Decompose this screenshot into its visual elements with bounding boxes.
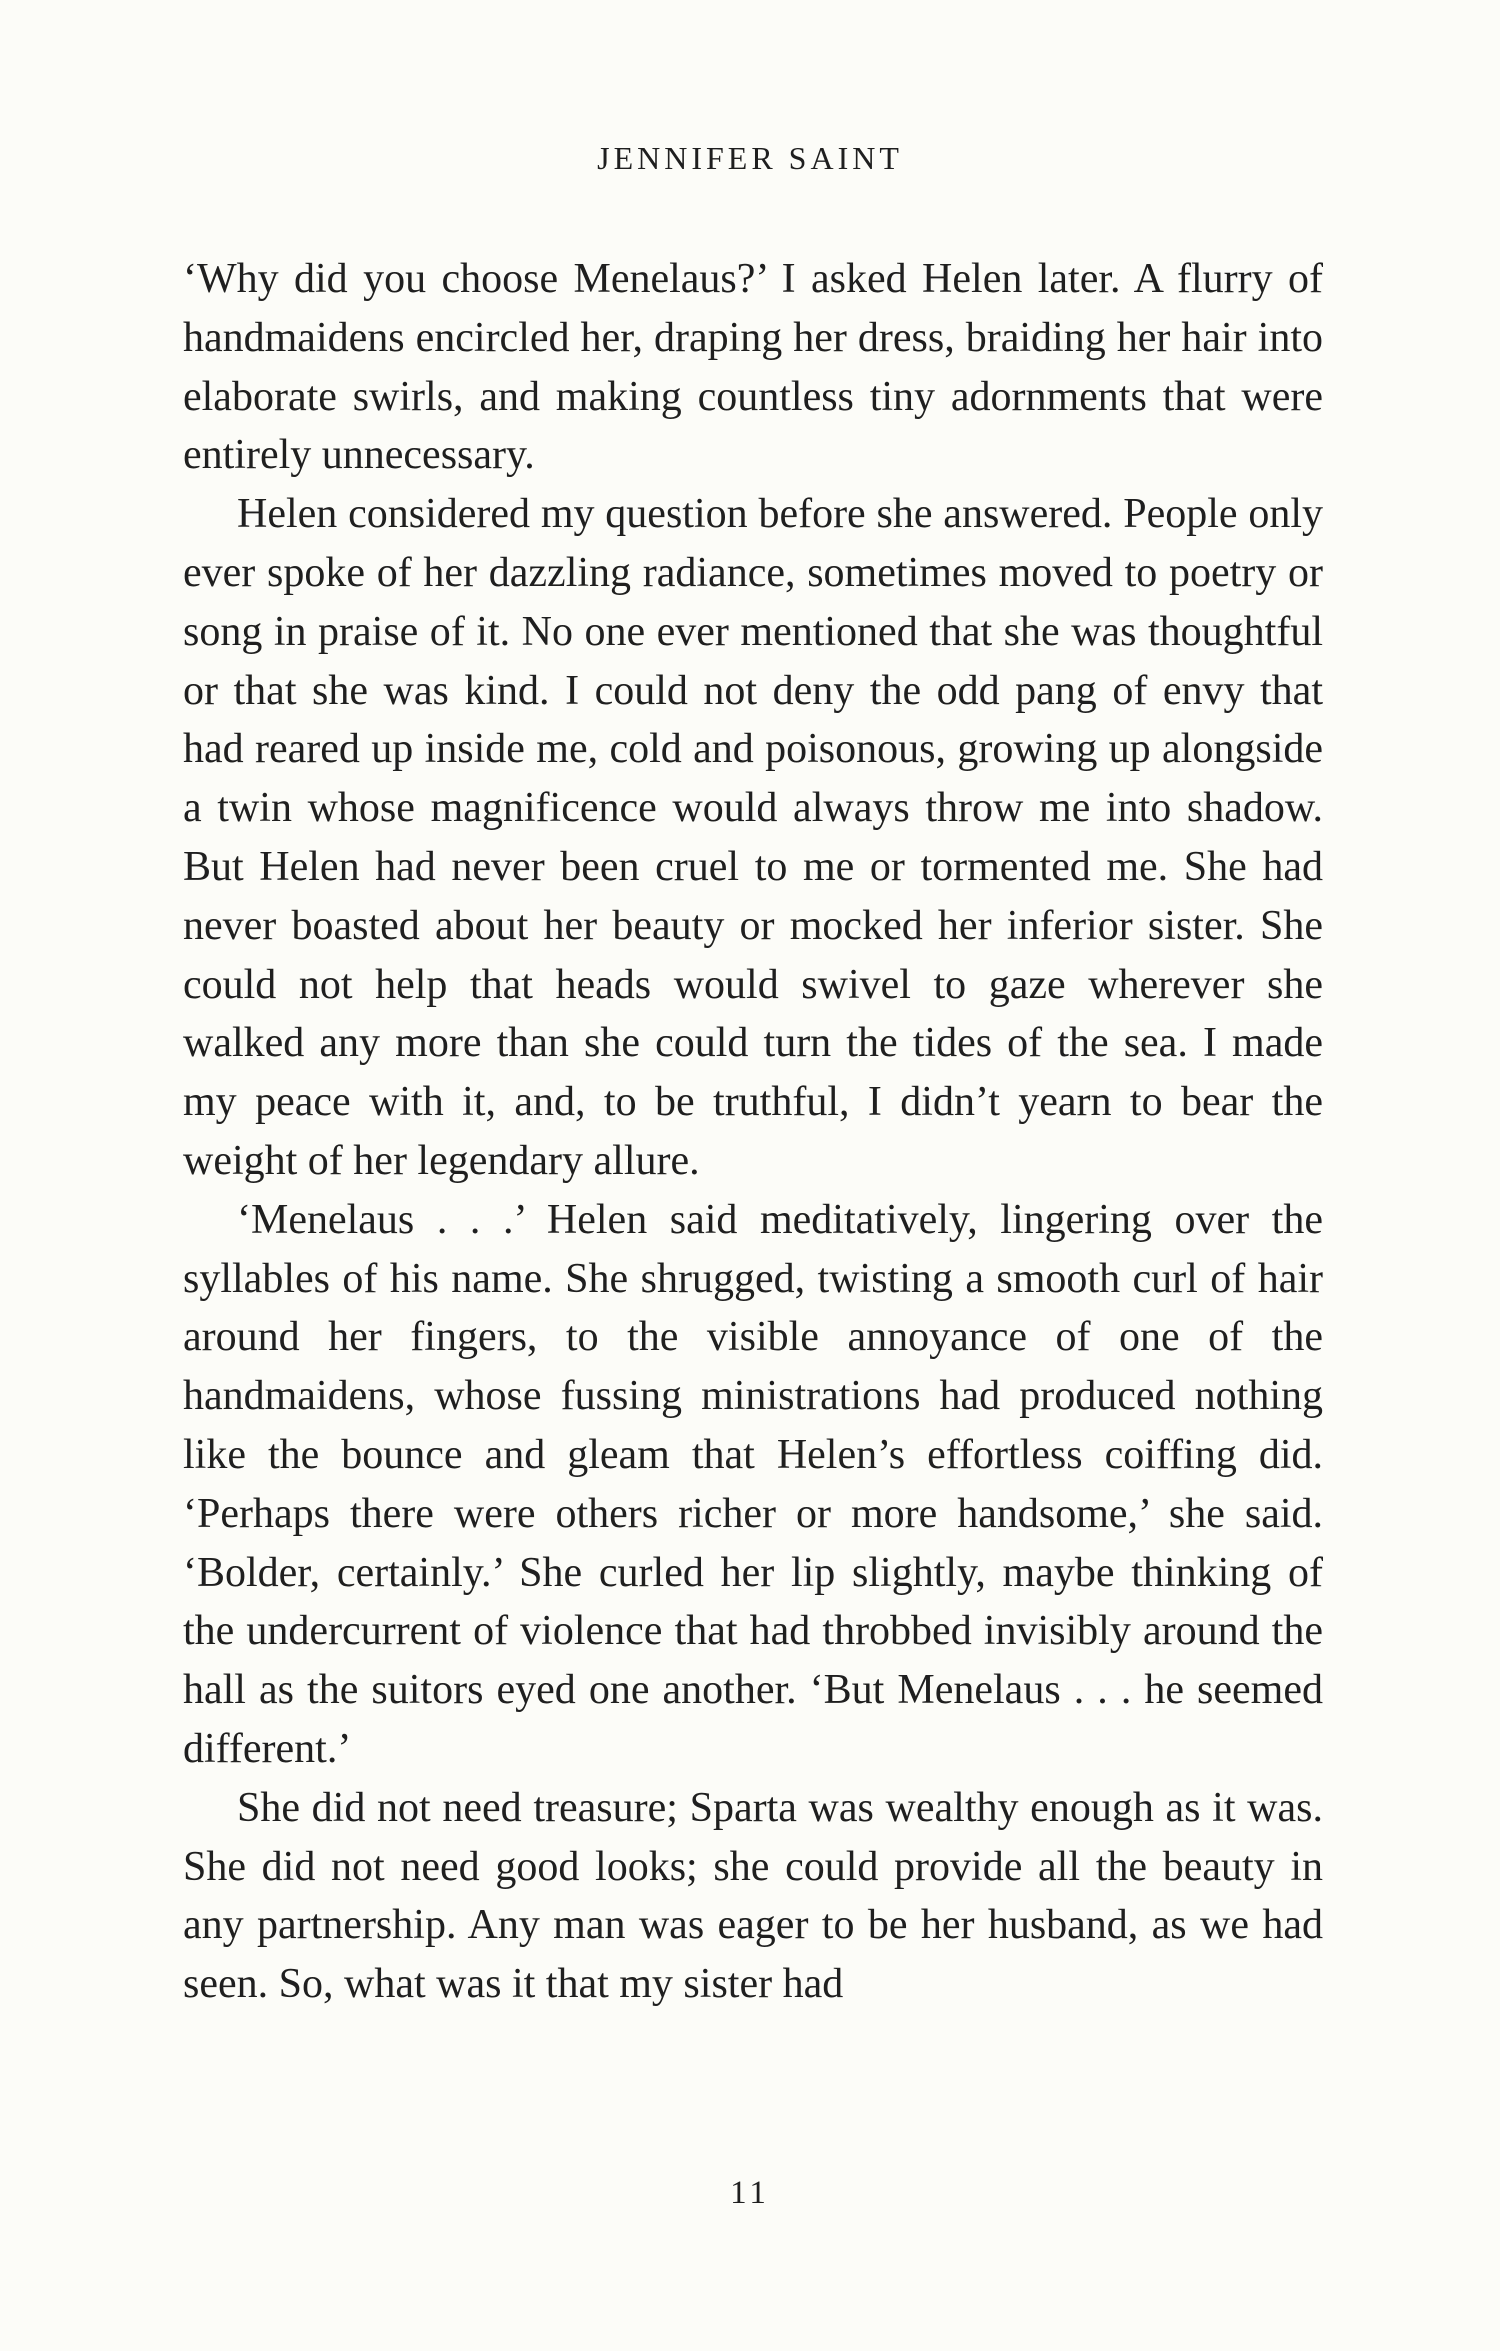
body-text xyxy=(183,250,1323,2014)
paragraph: ‘Why did you choose Menelaus?’ I asked Helen later. A flurry of handmaidens encircled her, draping her dress, braiding her hair into elaborate swirls, and making countless tiny adornments that were entirely unnecessary. xyxy=(183,256,1323,479)
page-number: 11 xyxy=(730,2175,770,2211)
paragraph: ‘Menelaus . . .’ Helen said meditatively, lingering over the syllables of his name. She shrugged, twisting a smooth curl of hair around her fingers, to the visible annoyance of one of the handmaidens, whose fussing ministrations had produced nothing like the bounce and gleam that Helen’s effortless coiffing did. ‘Perhaps there were others richer or more handsome,’ she said. ‘Bolder, certainly.’ She curled her lip slightly, maybe thinking of the undercurrent of violence that had throbbed invisibly around the hall as the suitors eyed one another. ‘But Menelaus . . . he seemed different.’ xyxy=(183,1196,1323,1772)
paragraph: She did not need treasure; Sparta was wealthy enough as it was. She did not need good looks; she could provide all the beauty in any partnership. Any man was eager to be her husband, as we had seen. So, what was it that my sister had xyxy=(183,1784,1323,2008)
running-head: JENNIFER SAINT xyxy=(597,140,903,176)
paragraph: Helen considered my question before she answered. People only ever spoke of her dazzling radiance, sometimes moved to poetry or song in praise of it. No one ever mentioned that she was thoughtful or that she was kind. I could not deny the odd pang of envy that had reared up inside me, cold and poisonous, growing up alongside a twin whose magnificence would always throw me into shadow. But Helen had never been cruel to me or tormented me. She had never boasted about her beauty or mocked her inferior sister. She could not help that heads would swivel to gaze wherever she walked any more than she could turn the tides of the sea. I made my peace with it, and, to be truthful, I didn’t yearn to bear the weight of her legendary allure. xyxy=(183,491,1323,1184)
